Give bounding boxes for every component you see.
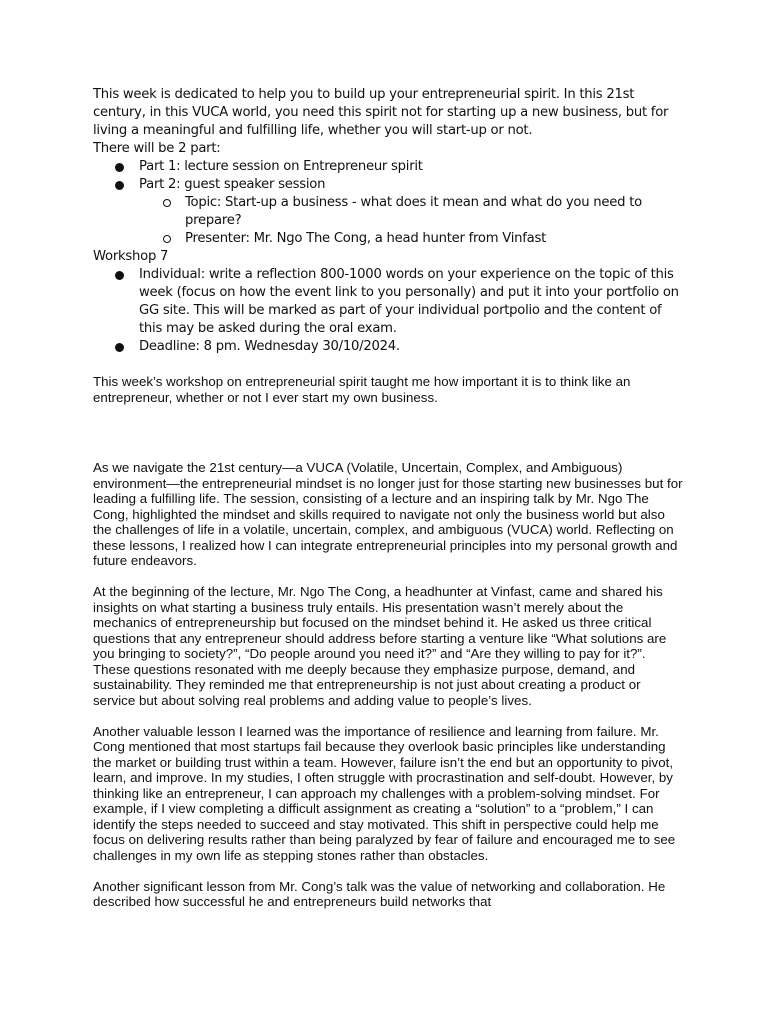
list-item: [185, 194, 683, 230]
part-2-label: Part 2: guest speaker session: [139, 177, 326, 192]
list-item: [185, 230, 683, 248]
individual-task-text: Individual: write a reflection 800-1000 words on your experience on the topic of this week (focus on how the event link to you personally) and put it into your portfolio on GG site. This will be marked as part of your individual portpolio and the content of this may be asked during the oral exam.: [139, 267, 679, 336]
presenter-text: Presenter: Mr. Ngo The Cong, a head hunter from Vinfast: [185, 231, 547, 246]
hollow-bullet-icon: [163, 199, 171, 207]
bullet-icon: [115, 181, 124, 190]
essay-paragraph-4: Another significant lesson from Mr. Cong’s talk was the value of networking and collaboration. He described how successful he and entrepreneurs build networks that: [93, 878, 666, 909]
essay-paragraph-1: As we navigate the 21st century—a VUCA (Volatile, Uncertain, Complex, and Ambiguous) environment—the entrepreneurial mindset is no longer just for those starting new businesses but for leading a fulfilling life. The session, consisting of a lecture and an inspiring talk by Mr. Ngo The Cong, highlighted the mindset and skills required to navigate not only the business world but also the challenges of life in a volatile, uncertain, complex, and ambiguous (VUCA) world. Reflecting on these lessons, I realized how I can integrate entrepreneurial principles into my personal growth and future endeavors.: [93, 460, 683, 568]
list-item: [139, 338, 683, 356]
reflection-essay: [93, 374, 683, 910]
spacer: [93, 708, 683, 724]
list-item: [139, 266, 683, 338]
essay-opening: This week’s workshop on entrepreneurial spirit taught me how important it is to think like an entrepreneur, whether or not I ever start my own business.: [93, 374, 631, 405]
spacer: [93, 863, 683, 879]
assignment-brief: [93, 86, 683, 356]
list-item: [139, 158, 683, 176]
intro-paragraph: This week is dedicated to help you to build up your entrepreneurial spirit. In this 21st century, in this VUCA world, you need this spirit not for starting up a new business, but for living a meaningful and fulfilling life, whether you will start-up or not.: [93, 87, 669, 138]
deadline-text: Deadline: 8 pm. Wednesday 30/10/2024.: [139, 339, 400, 354]
spacer: [93, 405, 683, 460]
topic-text: Topic: Start-up a business - what does it mean and what do you need to prepare?: [185, 195, 642, 228]
bullet-icon: [115, 343, 124, 352]
workshop-list: [93, 266, 683, 356]
list-item: [139, 176, 683, 248]
bullet-icon: [115, 163, 124, 172]
spacer: [93, 356, 683, 374]
page-content: [93, 86, 683, 910]
essay-paragraph-2: At the beginning of the lecture, Mr. Ngo The Cong, a headhunter at Vinfast, came and shared his insights on what starting a business truly entails. His presentation wasn’t merely about the mechanics of entrepreneurship but focused on the mindset behind it. He asked us three critical questions that any entrepreneur should address before starting a venture like “What solutions are you bringing to society?”, “Do people around you need it?” and “Are they willing to pay for it?”. These questions resonated with me deeply because they emphasize purpose, demand, and sustainability. They reminded me that entrepreneurship is not just about creating a product or service but about solving real problems and adding value to people’s lives.: [93, 584, 667, 708]
part-2-sublist: [139, 194, 683, 248]
bullet-icon: [115, 271, 124, 280]
spacer: [93, 569, 683, 585]
essay-paragraph-3: Another valuable lesson I learned was the importance of resilience and learning from failure. Mr. Cong mentioned that most startups fail because they overlook basic principles like understanding the market or building trust within a team. However, failure isn’t the end but an opportunity to pivot, learn, and improve. In my studies, I often struggle with procrastination and self-doubt. However, by thinking like an entrepreneur, I can approach my challenges with a problem-solving mindset. For example, if I view completing a difficult assignment as creating a “solution” to a “problem,” I can identify the steps needed to succeed and stay motivated. This shift in perspective could help me focus on delivering results rather than being paralyzed by fear of failure and encouraged me to see challenges in my own life as stepping stones rather than obstacles.: [93, 723, 676, 863]
part-1-label: Part 1: lecture session on Entrepreneur spirit: [139, 159, 423, 174]
workshop-heading: Workshop 7: [93, 249, 169, 264]
hollow-bullet-icon: [163, 235, 171, 243]
parts-list: [93, 158, 683, 248]
parts-heading: There will be 2 part:: [93, 141, 221, 156]
